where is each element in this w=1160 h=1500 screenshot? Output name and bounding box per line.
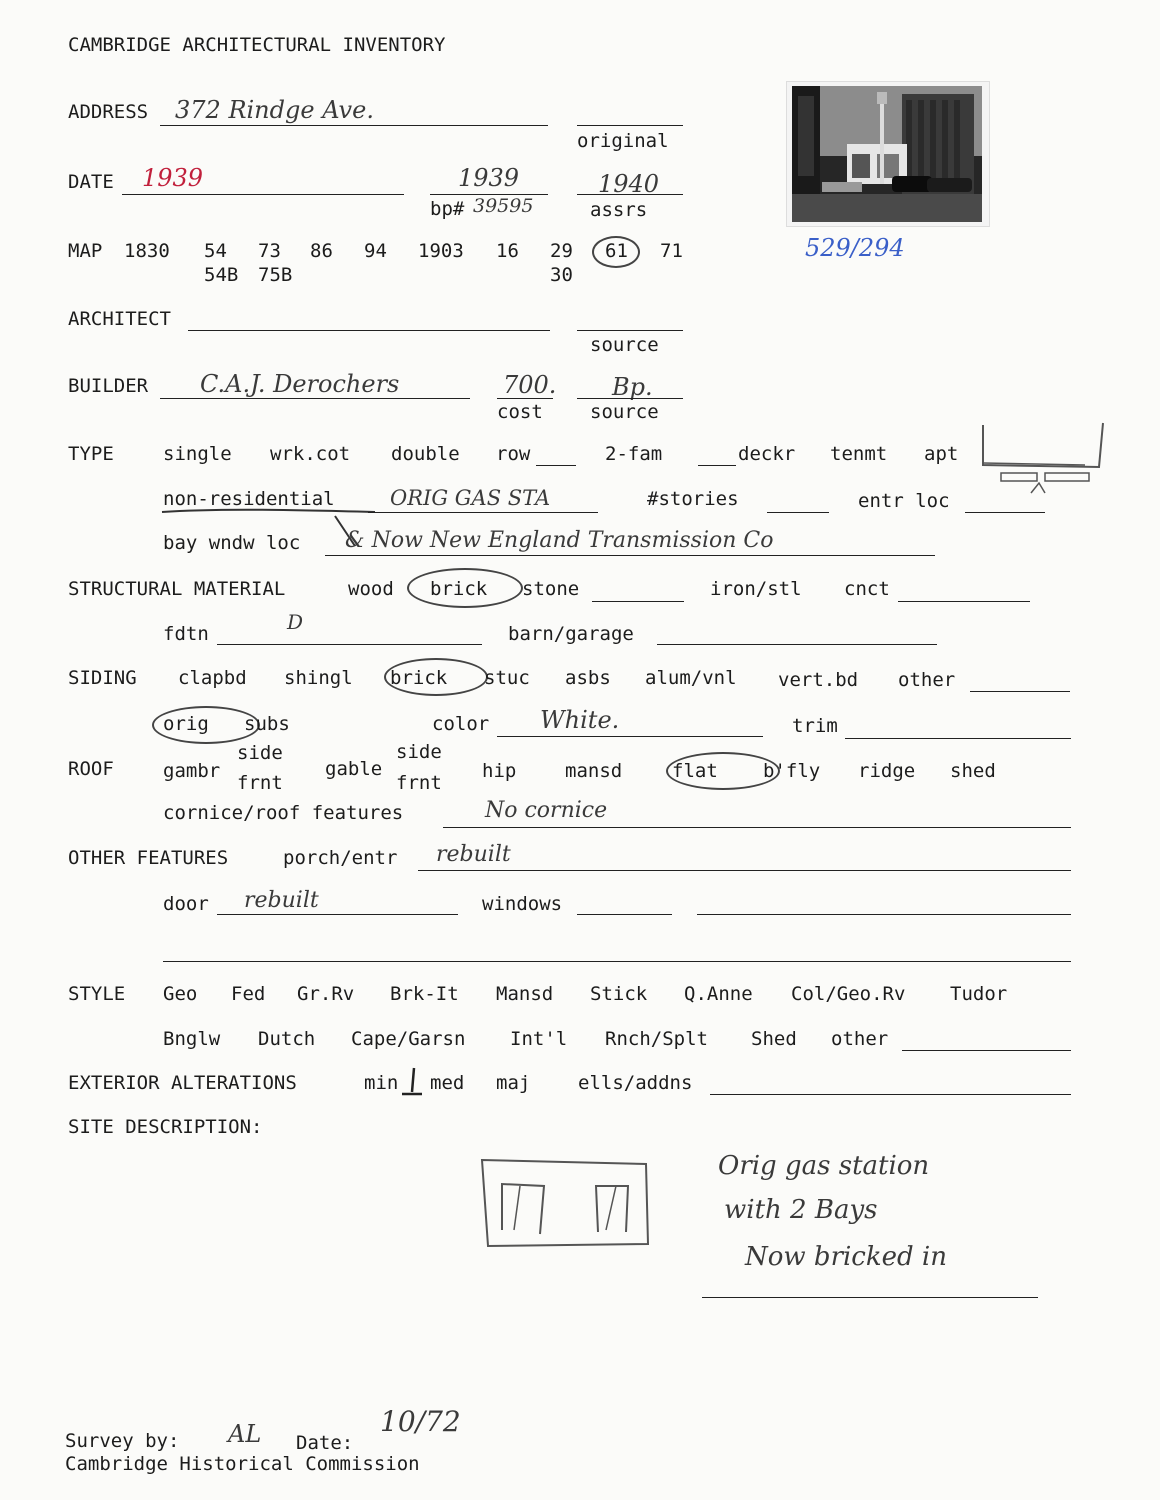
siding-brick: brick [390,667,448,689]
style-other-line [902,1050,1071,1051]
style-rnch: Rnch/Splt [605,1028,708,1050]
survey-by-value: AL [228,1420,262,1448]
map-61: 61 [605,240,628,262]
map-label: MAP [68,240,103,262]
other-features-label: OTHER FEATURES [68,847,229,869]
site-sketch [478,1150,658,1250]
color-value: White. [540,706,620,734]
barn-garage-label: barn/garage [508,623,634,645]
original-line [577,125,683,126]
survey-by-label: Survey by: [65,1430,180,1452]
style-geo: Geo [163,983,198,1005]
address-line [160,125,548,126]
siding-alum: alum/vnl [645,667,737,689]
fdtn-value: D [287,610,304,634]
style-label: STYLE [68,983,126,1005]
architect-source-label: source [590,334,659,356]
structural-label: STRUCTURAL MATERIAL [68,578,286,600]
siding-asbs: asbs [565,667,611,689]
alterations-label: EXTERIOR ALTERATIONS [68,1072,297,1094]
style-brkit: Brk-It [390,983,459,1005]
map-54: 54 [204,240,227,262]
floor-plan-sketch [975,415,1105,495]
address-value: 372 Rindge Ave. [175,96,374,124]
roof-gambr-frnt: frnt [237,772,283,794]
trim-line [845,738,1071,739]
barn-garage-line [657,644,937,645]
door-line [217,914,458,915]
map-16: 16 [496,240,519,262]
commission-name: Cambridge Historical Commission [65,1453,420,1475]
features-extra-line [163,961,1071,962]
trim-label: trim [792,715,838,737]
assrs-year: 1940 [598,170,660,198]
roof-bfly: b'fly [763,760,821,782]
alterations-maj: maj [496,1072,531,1094]
map-29: 29 [550,240,573,262]
row-line [536,465,576,466]
windows-line-1 [577,914,672,915]
style-intl: Int'l [510,1028,568,1050]
builder-label: BUILDER [68,375,149,397]
siding-other: other [898,669,956,691]
builder-source-line [577,398,683,399]
style-shed: Shed [751,1028,797,1050]
bay-wndw-line [325,555,935,556]
site-note-line1: Orig gas station [718,1151,930,1181]
map-30: 30 [550,264,573,286]
architect-source-line [577,330,683,331]
roof-shed: shed [950,760,996,782]
siding-orig: orig [163,713,209,735]
site-note-line [702,1297,1038,1298]
cornice-value: No cornice [485,798,608,823]
type-single: single [163,443,232,465]
builder-source-label: source [590,401,659,423]
windows-line-2 [697,914,1071,915]
structural-cnct: cnct [844,578,890,600]
bay-wndw-value: & Now New England Transmission Co [345,528,774,553]
form-title: CAMBRIDGE ARCHITECTURAL INVENTORY [68,34,446,56]
structural-brick-circle [407,568,523,608]
cost-line [497,398,553,399]
building-photo [787,82,989,226]
roof-label: ROOF [68,758,114,780]
type-row: row [496,443,531,465]
roof-gable-side: side [396,741,442,763]
porch-label: porch/entr [283,847,398,869]
bp-number: 39595 [473,195,534,217]
roof-gable-frnt: frnt [396,772,442,794]
bay-wndw-label: bay wndw loc [163,532,301,554]
alterations-min: min [364,1072,399,1094]
alterations-med: med [430,1072,465,1094]
map-54b: 54B [204,264,239,286]
color-line [497,736,763,737]
type-deckr: deckr [738,443,796,465]
door-value: rebuilt [244,888,319,913]
site-note-line2: with 2 Bays [724,1195,878,1225]
stone-line [592,601,684,602]
photo-reference: 529/294 [805,234,905,262]
assrs-label: assrs [590,199,648,221]
roof-gambr-side: side [237,742,283,764]
structural-stone: stone [522,578,580,600]
siding-stuc: stuc [484,667,530,689]
type-apt: apt [924,443,959,465]
cost-label: cost [497,401,543,423]
date-value: 1939 [142,164,204,192]
structural-brick: brick [430,578,488,600]
roof-ridge: ridge [858,760,916,782]
map-86: 86 [310,240,333,262]
survey-date-value: 10/72 [380,1405,461,1438]
structural-iron: iron/stl [710,578,802,600]
siding-subs: subs [244,713,290,735]
address-label: ADDRESS [68,101,149,123]
type-double: double [391,443,460,465]
porch-line [418,870,1071,871]
alterations-line [710,1094,1071,1095]
alterations-mark [400,1064,430,1098]
architect-line [188,330,550,331]
type-wrkcot: wrk.cot [270,443,351,465]
siding-vertbd: vert.bd [778,669,859,691]
assrs-line [577,194,683,195]
type-2fam: 2-fam [605,443,663,465]
architect-label: ARCHITECT [68,308,171,330]
stories-label: #stories [647,488,739,510]
siding-clapbd: clapbd [178,667,247,689]
siding-shingl: shingl [284,667,353,689]
builder-line [160,398,470,399]
stories-line [767,512,829,513]
map-71: 71 [660,240,683,262]
roof-mansd: mansd [565,760,623,782]
structural-wood: wood [348,578,394,600]
style-mansd: Mansd [496,983,554,1005]
color-label: color [432,713,490,735]
roof-hip: hip [482,760,517,782]
cnct-line [898,601,1030,602]
fdtn-line [217,644,482,645]
cornice-line [443,827,1071,828]
nonres-line [368,512,598,513]
map-94: 94 [364,240,387,262]
style-fed: Fed [231,983,266,1005]
style-grrv: Gr.Rv [297,983,355,1005]
map-1830: 1830 [124,240,170,262]
builder-value: C.A.J. Derochers [200,370,400,398]
nonres-label: non-residential [163,488,335,510]
entr-loc-line [965,512,1045,513]
bp-year: 1939 [458,164,520,192]
style-dutch: Dutch [258,1028,316,1050]
style-tudor: Tudor [950,983,1008,1005]
entr-loc-label: entr loc [858,490,950,512]
roof-gable: gable [325,758,383,780]
style-other: other [831,1028,889,1050]
original-label: original [577,130,669,152]
date-label: DATE [68,171,114,193]
site-label: SITE DESCRIPTION: [68,1116,263,1138]
style-stick: Stick [590,983,648,1005]
cornice-label: cornice/roof features [163,802,404,824]
siding-other-line [970,691,1070,692]
map-73: 73 [258,240,281,262]
survey-date-label: Date: [296,1432,354,1454]
photo-scene [792,86,982,222]
bp-label: bp# [430,198,465,220]
builder-source: Bp. [612,373,653,401]
windows-label: windows [482,893,563,915]
door-label: door [163,893,209,915]
map-1903: 1903 [418,240,464,262]
type-tenmt: tenmt [830,443,888,465]
map-61-circle [592,236,640,268]
alterations-ells: ells/addns [578,1072,693,1094]
siding-label: SIDING [68,667,137,689]
builder-cost: 700. [503,371,557,399]
fdtn-label: fdtn [163,623,209,645]
style-cape: Cape/Garsn [351,1028,466,1050]
map-75b: 75B [258,264,293,286]
type-label: TYPE [68,443,114,465]
style-colgeorv: Col/Geo.Rv [791,983,906,1005]
deckr-line [698,465,736,466]
roof-flat: flat [672,760,718,782]
nonres-value: ORIG GAS STA [390,486,551,510]
style-bnglw: Bnglw [163,1028,221,1050]
porch-value: rebuilt [436,842,511,867]
style-qanne: Q.Anne [684,983,753,1005]
siding-brick-circle [384,658,488,696]
date-line [122,194,404,195]
roof-gambr: gambr [163,760,221,782]
site-note-line3: Now bricked in [745,1242,947,1272]
